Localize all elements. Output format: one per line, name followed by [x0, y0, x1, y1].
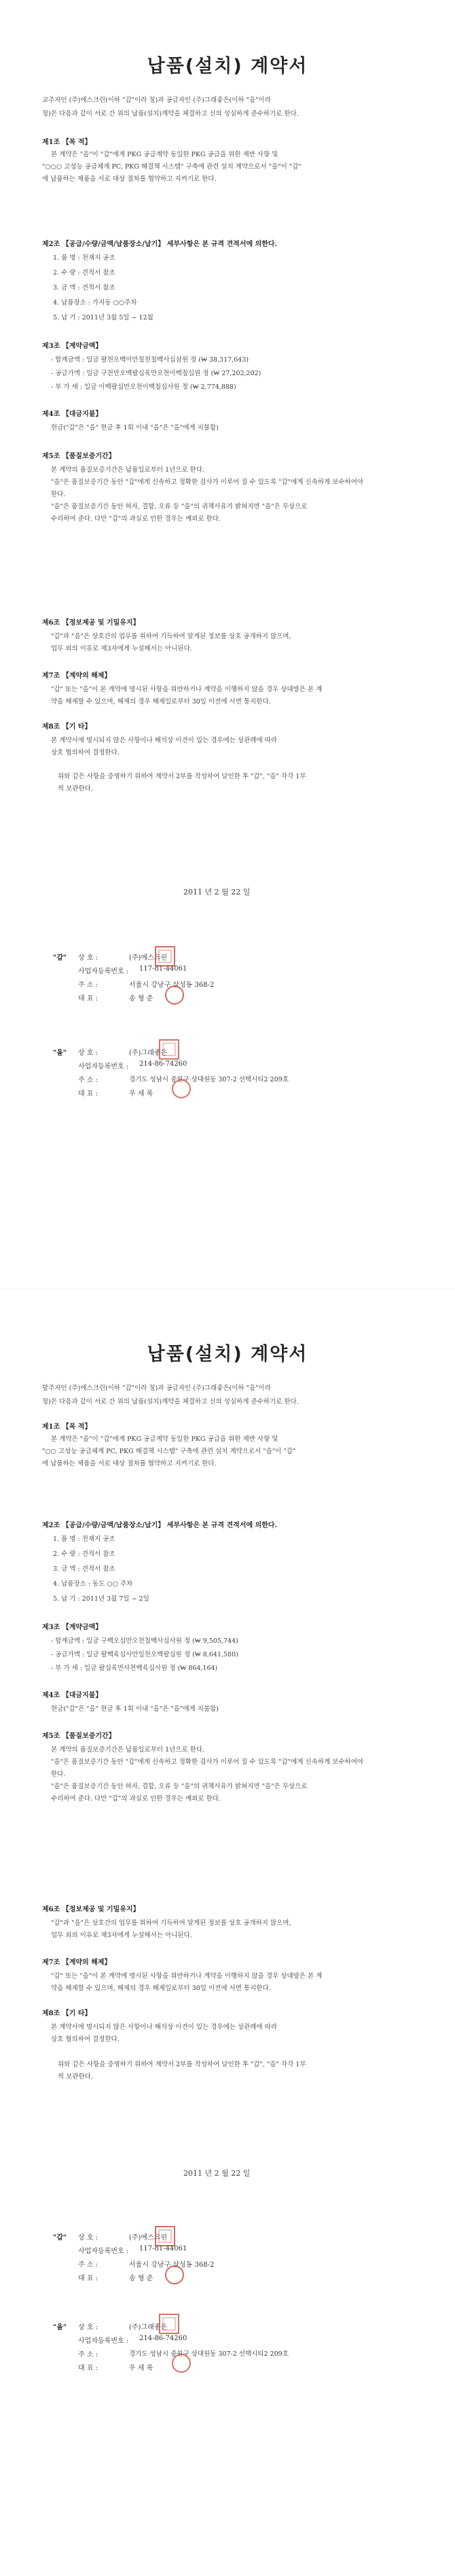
article-3-line: - 합계금액 : 일금 팔천오백이만칠천칠백사십삼원 정 (₩ 38,317,643)	[51, 356, 249, 364]
article-1-heading: 제1조 【목 적】	[42, 1423, 92, 1431]
closing-text: 씩 보관한다.	[58, 2073, 93, 2081]
party-a-representative: 송 형 준	[129, 995, 153, 1003]
party-a-label: 주 소 :	[78, 2261, 98, 2269]
party-b-label: 주 소 :	[78, 1077, 98, 1084]
article-1-line: 본 계약은 "을"이 "갑"에게 PKG 공급계약 동일한 PKG 공급을 위한 제반 사항 및	[51, 1435, 278, 1443]
article-5-line: 본 계약의 품질보증기간은 납품일로부터 1년으로 한다.	[51, 1746, 205, 1754]
article-8-line: 상호 협의하여 결정한다.	[51, 2036, 120, 2043]
party-a-representative: 송 형 준	[129, 2275, 153, 2282]
article-1-heading: 제1조 【목 적】	[42, 139, 92, 146]
party-b-address: 경기도 성남시 중원구 상대원동 307-2 선택시티2 209호	[129, 2350, 289, 2358]
party-a-company: (주)에스크린	[129, 2234, 168, 2242]
intro-line: 교주자인 (주)에스크린(이하 "갑"이라 칭)과 공급자인 (주)그래좋은(이하 "을"이라	[42, 97, 271, 104]
contract-title: 납품(설치) 계약서	[147, 56, 308, 77]
article-7-line: "갑" 또는 "을"이 본 계약에 명시된 사항을 위반하거나 계약을 이행하지 않을 경우 상대방은 본 계	[51, 1972, 323, 1980]
article-5-line: 한다.	[51, 491, 66, 498]
article-3-line: - 부 가 세 : 일금 이백팔십만오천이백칠십사원 정 (₩ 2,774,888)	[51, 383, 236, 391]
party-b-label: 상 호 :	[78, 2324, 98, 2331]
party-a-reg-no: 117-81-44061	[139, 965, 187, 973]
article-3-line: - 공급가액 : 일금 구천만오백팔십육만오천이백칠십원 정 (₩ 27,202,202)	[51, 370, 261, 377]
contract-date: 2011 년 2 월 22 일	[183, 888, 251, 897]
party-a-label: 상 호 :	[78, 954, 98, 962]
article-8-line: 본 계약서에 명시되지 않은 사항이나 해석상 이견이 있는 경우에는 상관례에 따라	[51, 737, 278, 744]
party-a-label: 사업자등록번호 :	[78, 2248, 129, 2255]
party-b-seal-stamp	[158, 2312, 181, 2335]
party-a-label: 대 표 :	[78, 995, 98, 1003]
article-2-line: 5. 납 기 : 2011년 3월 7일 ~ 2일	[53, 1595, 149, 1603]
article-8-line: 본 계약서에 명시되지 않은 사항이나 해석상 이견이 있는 경우에는 상관례에 따라	[51, 2023, 278, 2031]
article-4-heading: 제4조 【대금지불】	[42, 411, 103, 418]
article-5-heading: 제5조 【품질보증기간】	[42, 1733, 115, 1740]
party-a-role: "갑"	[53, 954, 67, 962]
article-3-heading: 제3조 【계약금액】	[42, 343, 103, 350]
party-b-label: 사업자등록번호 :	[78, 1063, 129, 1071]
article-2-line: 4. 납품장소 : 동도 ○○ 주차	[53, 1580, 133, 1588]
party-b-label: 상 호 :	[78, 1049, 98, 1057]
article-2-line: 4. 납품장소 : 가지동 ○○주차	[53, 299, 137, 307]
article-6-line: "갑"과 "을"은 상호간의 업무를 위하여 기득하여 알게된 정보를 상호 공개하지 않으며,	[51, 633, 291, 640]
article-5-line: 한다.	[51, 1771, 66, 1778]
article-7-line: 약을 해제할 수 있으며, 해제의 경우 해제일로부터 30일 이전에 서면 통지한다.	[51, 1985, 271, 1992]
article-1-line: 에 납품하는 제품을 서로 대상 절차를 협약하고 지켜기로 한다.	[42, 1460, 217, 1467]
article-5-line: "을"은 품질보증기간 동안 하자, 결함, 오류 등 "을"의 귀책사유가 밝혀지면 "을"은 무상으로	[51, 503, 308, 510]
party-b-representative: 우 세 록	[129, 2365, 153, 2372]
article-5-line: "을"은 품질보증기간 동안 "갑"에게 신속하고 정확한 검사가 이루어 질 수 있도록 "갑"에게 신속하게 보수하여야	[51, 1758, 364, 1766]
article-5-line: "을"은 품질보증기간 동안 하자, 결함, 오류 등 "을"의 귀책사유가 밝혀지면 "을"은 무상으로	[51, 1783, 308, 1790]
contract-title: 납품(설치) 계약서	[147, 1344, 308, 1365]
party-b-address: 경기도 성남시 중원구 상대원동 307-2 선택시티2 209호	[129, 1076, 289, 1083]
article-2-heading: 제2조 【공급/수량/금액/납품장소/납기】 세부사항은 본 규격 견적서에 의한다.	[42, 1522, 278, 1529]
party-a-seal-stamp	[153, 945, 177, 968]
article-4-heading: 제4조 【대금지불】	[42, 1692, 103, 1699]
party-a-rep-stamp	[163, 2263, 186, 2286]
article-7-line: "갑" 또는 "을"이 본 계약에 명시된 사항을 위반하거나 계약을 이행하지 않을 경우 상대방은 본 계	[51, 686, 323, 693]
article-6-heading: 제6조 【정보제공 및 기밀유지】	[42, 619, 140, 627]
article-5-heading: 제5조 【품질보증기간】	[42, 453, 115, 460]
article-4-line: 현금("갑"은 "을" 현금 후 1회 이내 "을"은 "을"에게 지불함)	[51, 1705, 219, 1713]
article-1-line: "○○○ 고성능 공급체계 PC, PKG 해결책 시스템" 구축에 관련 설치 계약으로서 "을"이 "갑"	[42, 163, 302, 171]
party-b-label: 대 표 :	[78, 2365, 98, 2372]
party-b-rep-stamp	[170, 1077, 193, 1100]
contract-page-2	[0, 1288, 455, 2576]
article-2-line: 5. 납 기 : 2011년 3월 5일 ~ 12월	[53, 314, 153, 321]
article-5-line: 본 계약의 품질보증기간은 납품일로부터 1년으로 한다.	[51, 466, 205, 474]
article-8-heading: 제8조 【기 타】	[42, 723, 92, 731]
party-b-representative: 우 세 록	[129, 1090, 153, 1098]
article-3-line: - 공급가액 : 일금 팔백육십사만일천오백팔십원 정 (₩ 8,641,580)	[51, 1651, 238, 1658]
article-1-line: 에 납품하는 제품을 서로 대상 절차를 협약하고 지켜기로 한다.	[42, 175, 217, 183]
article-2-line: 1. 품 명 : 천재지 공조	[53, 254, 115, 262]
article-2-line: 3. 금 액 : 견적서 참조	[53, 1565, 115, 1573]
article-7-heading: 제7조 【계약의 해제】	[42, 1959, 111, 1966]
intro-line: 칭)은 다음과 같이 서로 간 위의 납품(설치)계약을 체결하고 신의 성실하게 준수하기로 한다.	[42, 1398, 299, 1406]
closing-text: 위와 같은 사항을 증명하기 위하여 계약서 2부를 작성하여 날인한 후 "갑", "을" 각각 1부	[58, 773, 306, 780]
article-2-line: 1. 품 명 : 천재지 공조	[53, 1535, 115, 1543]
party-a-address: 서울시 강남구 삼성동 368-2	[129, 2261, 215, 2269]
party-a-label: 대 표 :	[78, 2275, 98, 2282]
party-b-label: 사업자등록번호 :	[78, 2337, 129, 2345]
article-6-line: 업무 외의 이유로 제3자에게 누설해서는 아니된다.	[51, 1932, 192, 1939]
article-5-line: 수리하여 준다. 다만 "갑"의 과실로 인한 경우는 예외로 한다.	[51, 1795, 221, 1803]
article-3-line: - 합계금액 : 일금 구백오십만오천칠백사십사원 정 (₩ 9,505,744)	[51, 1637, 238, 1645]
party-a-rep-stamp	[163, 984, 186, 1007]
party-b-rep-stamp	[170, 2352, 193, 2375]
article-4-line: 현금("갑"은 "을" 현금 후 1회 이내 "을"은 "을"에게 지불함)	[51, 424, 219, 432]
party-a-company: (주)에스크린	[129, 954, 168, 962]
article-2-line: 3. 금 액 : 견적서 참조	[53, 284, 115, 292]
article-7-line: 약을 해제할 수 있으며, 해제의 경우 해제일로부터 30일 이전에 서면 통지한다.	[51, 698, 271, 706]
article-6-heading: 제6조 【정보제공 및 기밀유지】	[42, 1906, 140, 1913]
article-2-line: 2. 수 량 : 견적서 참조	[53, 1550, 115, 1558]
article-8-heading: 제8조 【기 타】	[42, 2010, 92, 2017]
article-3-line: - 부 가 세 : 일금 팔십육만사천백육십사원 정 (₩ 864,164)	[51, 1665, 218, 1672]
party-b-label: 주 소 :	[78, 2351, 98, 2359]
party-a-seal-stamp	[153, 2225, 177, 2248]
article-5-line: 수리하여 준다. 다만 "갑"의 과실로 인한 경우는 예외로 한다.	[51, 515, 221, 523]
article-1-line: 본 계약은 "을"이 "갑"에게 PKG 공급계약 동일한 PKG 공급을 위한 제반 사항 및	[51, 151, 278, 158]
party-b-company: (주)그래좋은	[129, 2324, 168, 2331]
party-b-role: "을"	[53, 2324, 67, 2331]
contract-date: 2011 년 2 월 22 일	[183, 2169, 251, 2178]
party-a-reg-no: 117-81-44061	[139, 2245, 187, 2252]
party-a-role: "갑"	[53, 2234, 67, 2242]
closing-text: 위와 같은 사항을 증명하기 위하여 계약서 2부를 작성하여 날인한 후 "갑", "을" 각각 1부	[58, 2061, 306, 2068]
intro-line: 발주자인 (주)에스크린(이하 "갑"이라 칭)과 공급자인 (주)그래좋은(이하 "을"이라	[42, 1385, 271, 1392]
party-a-label: 사업자등록번호 :	[78, 968, 129, 975]
article-2-heading: 제2조 【공급/수량/금액/납품장소/납기】 세부사항은 본 규격 견적서에 의한다.	[42, 241, 278, 248]
party-b-reg-no: 214-86-74260	[139, 1060, 187, 1068]
party-b-reg-no: 214-86-74260	[139, 2335, 187, 2342]
closing-text: 씩 보관한다.	[58, 785, 93, 793]
party-a-label: 주 소 :	[78, 981, 98, 989]
party-b-label: 대 표 :	[78, 1090, 98, 1098]
party-b-role: "을"	[53, 1049, 67, 1057]
party-b-seal-stamp	[158, 1038, 181, 1061]
article-8-line: 상호 협의하여 결정한다.	[51, 749, 120, 756]
article-5-line: "을"은 품질보증기간 동안 "갑"에게 신속하고 정확한 검사가 이루어 질 수 있도록 "갑"에게 신속하게 보수하여야	[51, 478, 364, 486]
article-6-line: "갑"과 "을"은 상호간의 업무를 위하여 기득하여 알게된 정보를 상호 공개하지 않으며,	[51, 1919, 291, 1927]
party-b-company: (주)그래좋은	[129, 1049, 168, 1057]
article-6-line: 업무 외의 이유로 제3자에게 누설해서는 아니된다.	[51, 645, 192, 652]
article-7-heading: 제7조 【계약의 해제】	[42, 672, 111, 680]
party-a-label: 상 호 :	[78, 2234, 98, 2242]
article-1-line: "○○ 고성능 공급체계 PC, PKG 해결책 시스템" 구축에 관련 설치 계약으로서 "을"이 "갑"	[42, 1448, 296, 1455]
article-2-line: 2. 수 량 : 견적서 참조	[53, 269, 115, 277]
intro-line: 칭)은 다음과 같이 서로 간 위의 납품(설치)계약을 체결하고 신의 성실하게 준수하기로 한다.	[42, 110, 299, 118]
article-3-heading: 제3조 【계약금액】	[42, 1624, 103, 1631]
party-a-address: 서울시 강남구 삼성동 368-2	[129, 981, 215, 989]
